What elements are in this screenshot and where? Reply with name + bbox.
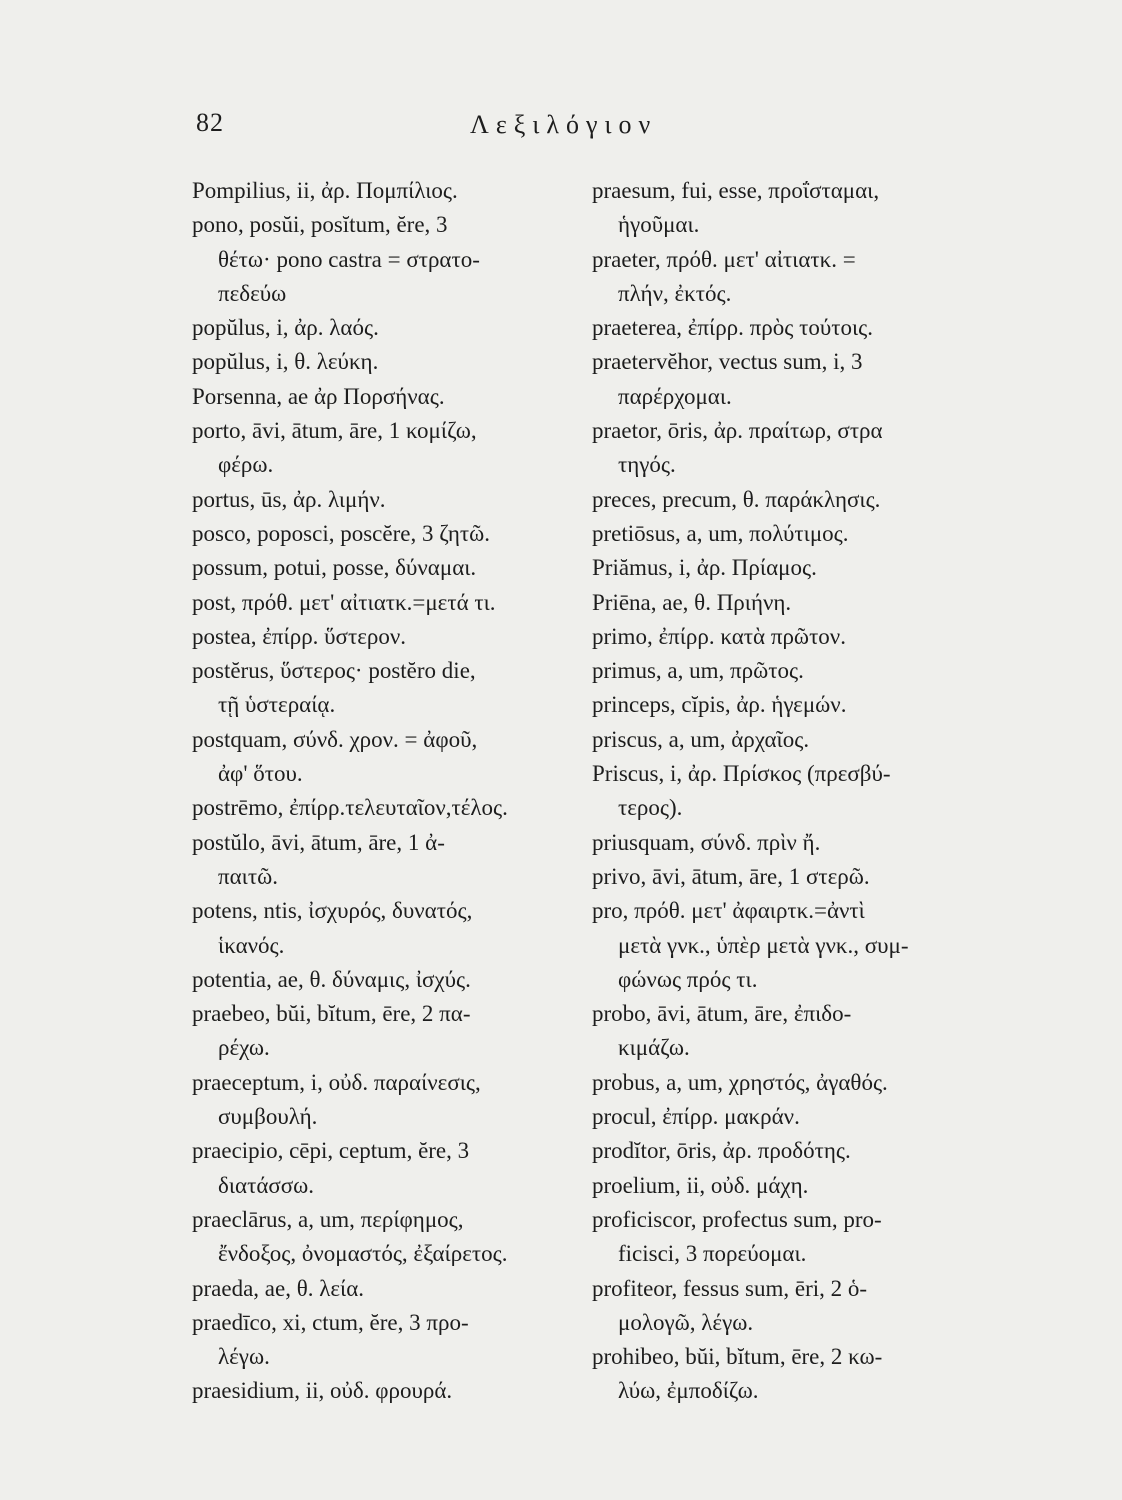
entry-headline: priscus, a, um, ἀρχαῖος. [592, 726, 810, 752]
dictionary-entry [592, 860, 1002, 894]
entry-continuation: θέτω· pono castra = στρατο- [218, 246, 480, 272]
dictionary-entry [592, 654, 1002, 688]
entry-headline: praeterea, ἐπίρρ. πρὸς τούτοις. [592, 315, 874, 341]
dictionary-entry [592, 1066, 1002, 1100]
dictionary-entry [592, 243, 1002, 312]
dictionary-entry [192, 1134, 572, 1203]
entry-headline: praebeo, bŭi, bĭtum, ēre, 2 πα- [192, 1001, 471, 1027]
entry-headline: princeps, cĭpis, ἀρ. ἡγεμών. [592, 692, 847, 718]
dictionary-entry [192, 997, 572, 1066]
dictionary-entry [192, 620, 572, 654]
entry-headline: primus, a, um, πρῶτος. [592, 658, 804, 684]
dictionary-entry [592, 1100, 1002, 1134]
entry-headline: praesum, fui, esse, προΐσταμαι, [592, 178, 880, 203]
entry-continuation: ἡγοῦμαι. [618, 212, 700, 238]
dictionary-entry [592, 757, 1002, 826]
entry-headline: popŭlus, i, ἀρ. λαός. [192, 315, 379, 341]
entry-continuation: λέγω. [218, 1344, 270, 1370]
entry-continuation: διατάσσω. [218, 1172, 315, 1198]
dictionary-entry [592, 1203, 1002, 1272]
dictionary-entry [192, 345, 572, 379]
dictionary-entry [592, 345, 1002, 414]
dictionary-entry [192, 517, 572, 551]
entry-headline: post, πρόθ. μετ' αἰτιατκ.=μετά τι. [192, 589, 496, 615]
dictionary-entry [592, 311, 1002, 345]
entry-headline: postĕrus, ὕστερος· postĕro die, [192, 658, 476, 684]
entry-headline: pretiōsus, a, um, πολύτιμος. [592, 520, 849, 546]
dictionary-entry [592, 551, 1002, 585]
entry-headline: profiteor, fessus sum, ēri, 2 ὁ- [592, 1275, 868, 1301]
entry-headline: postea, ἐπίρρ. ὕστερον. [192, 623, 406, 649]
entry-continuation: μετὰ γνκ., ὑπὲρ μετὰ γνκ., συμ- [618, 932, 909, 958]
entry-continuation: κιμάζω. [618, 1035, 690, 1061]
entry-headline: praecipio, cēpi, ceptum, ĕre, 3 [192, 1138, 470, 1164]
running-head: Λεξιλόγιον [470, 110, 658, 139]
dictionary-entry [592, 414, 1002, 483]
entry-headline: praeda, ae, θ. λεία. [192, 1275, 365, 1301]
entry-headline: proficiscor, profectus sum, pro- [592, 1206, 882, 1232]
entry-continuation: φώνως πρός τι. [618, 966, 758, 992]
dictionary-entry [192, 174, 572, 208]
entry-continuation: τῇ ὑστεραίᾳ. [218, 692, 336, 718]
entry-headline: Pompilius, ii, ἀρ. Πομπίλιος. [192, 178, 458, 203]
dictionary-entry [192, 963, 572, 997]
entry-headline: potentia, ae, θ. δύναμις, ἰσχύς. [192, 966, 471, 992]
entry-continuation: συμβουλή. [218, 1104, 318, 1130]
right-column [592, 174, 1002, 1409]
entry-continuation: ρέχω. [218, 1035, 270, 1061]
entry-headline: Porsenna, ae ἀρ Πορσήνας. [192, 383, 445, 409]
entry-headline: portus, ūs, ἀρ. λιμήν. [192, 486, 386, 512]
dictionary-entry [592, 1169, 1002, 1203]
dictionary-entry [592, 723, 1002, 757]
entry-headline: probus, a, um, χρηστός, ἀγαθός. [592, 1069, 888, 1095]
entry-headline: preces, precum, θ. παράκλησις. [592, 486, 881, 512]
dictionary-entry [592, 1340, 1002, 1409]
dictionary-entry [192, 414, 572, 483]
entry-headline: procul, ἐπίρρ. μακράν. [592, 1104, 800, 1130]
entry-headline: praetervĕhor, vectus sum, i, 3 [592, 349, 863, 375]
entry-headline: praetor, ōris, ἀρ. πραίτωρ, στρα [592, 418, 883, 444]
entry-continuation: τερος). [618, 795, 683, 821]
entry-headline: postquam, σύνδ. χρον. = ἀφοῦ, [192, 726, 478, 752]
dictionary-entry [592, 894, 1002, 997]
entry-continuation: παιτῶ. [218, 863, 278, 889]
left-column [192, 174, 572, 1409]
entry-headline: potens, ntis, ἰσχυρός, δυνατός, [192, 898, 473, 924]
dictionary-entry [192, 551, 572, 585]
entry-headline: praedīco, xi, ctum, ĕre, 3 προ- [192, 1309, 469, 1335]
entry-headline: Priscus, i, ἀρ. Πρίσκος (πρεσβύ- [592, 761, 891, 787]
dictionary-entry [592, 688, 1002, 722]
dictionary-entry [192, 791, 572, 825]
entry-continuation: μολογῶ, λέγω. [618, 1309, 754, 1335]
entry-headline: pro, πρόθ. μετ' ἀφαιρτκ.=ἀντὶ [592, 898, 865, 924]
entry-headline: praeter, πρόθ. μετ' αἰτιατκ. = [592, 246, 856, 272]
dictionary-entry [592, 997, 1002, 1066]
entry-continuation: ἀφ' ὅτου. [218, 761, 303, 787]
entry-headline: prohibeo, bŭi, bĭtum, ēre, 2 κω- [592, 1344, 883, 1370]
entry-headline: posco, poposci, poscĕre, 3 ζητῶ. [192, 520, 490, 546]
entry-continuation: πλήν, ἐκτός. [618, 280, 732, 306]
entry-headline: postŭlo, āvi, ātum, āre, 1 ἀ- [192, 829, 445, 855]
entry-continuation: λύω, ἐμποδίζω. [618, 1378, 759, 1404]
entry-continuation: ἔνδοξος, ὀνομαστός, ἐξαίρετος. [218, 1241, 508, 1267]
entry-continuation: ἱκανός. [218, 932, 285, 958]
dictionary-entry [192, 1066, 572, 1135]
page-number: 82 [196, 108, 224, 137]
dictionary-entry [592, 483, 1002, 517]
dictionary-entry [592, 1272, 1002, 1341]
dictionary-entry [192, 1203, 572, 1272]
dictionary-entry [592, 826, 1002, 860]
entry-headline: postrēmo, ἐπίρρ.τελευταῖον,τέλος. [192, 795, 508, 821]
entry-headline: prodĭtor, ōris, ἀρ. προδότης. [592, 1138, 851, 1164]
entry-continuation: ficisci, 3 πορεύομαι. [618, 1241, 807, 1267]
entry-headline: primo, ἐπίρρ. κατὰ πρῶτον. [592, 623, 846, 649]
dictionary-entry [592, 620, 1002, 654]
entry-headline: pono, posŭi, posĭtum, ĕre, 3 [192, 212, 448, 238]
dictionary-entry [192, 311, 572, 345]
entry-continuation: πεδεύω [218, 280, 287, 306]
dictionary-entry [192, 1306, 572, 1375]
entry-continuation: τηγός. [618, 452, 676, 478]
entry-headline: Priēna, ae, θ. Πριήνη. [592, 589, 792, 615]
entry-headline: proelium, ii, οὐδ. μάχη. [592, 1172, 809, 1198]
dictionary-entry [592, 174, 1002, 243]
entry-headline: praesidium, ii, οὐδ. φρουρά. [192, 1378, 453, 1404]
dictionary-entry [592, 1134, 1002, 1168]
entry-continuation: παρέρχομαι. [618, 383, 732, 409]
entry-headline: porto, āvi, ātum, āre, 1 κομίζω, [192, 418, 477, 444]
entry-headline: praeclārus, a, um, περίφημος, [192, 1206, 464, 1232]
entry-headline: privo, āvi, ātum, āre, 1 στερῶ. [592, 863, 870, 889]
dictionary-entry [192, 208, 572, 311]
dictionary-entry [592, 517, 1002, 551]
entry-headline: priusquam, σύνδ. πρὶν ἤ. [592, 829, 821, 855]
dictionary-entry [192, 483, 572, 517]
dictionary-entry [192, 380, 572, 414]
dictionary-entry [192, 723, 572, 792]
dictionary-entry [192, 826, 572, 895]
dictionary-entry [592, 586, 1002, 620]
entry-headline: probo, āvi, ātum, āre, ἐπιδο- [592, 1001, 852, 1027]
entry-headline: praeceptum, i, οὐδ. παραίνεσις, [192, 1069, 481, 1095]
entry-headline: popŭlus, i, θ. λεύκη. [192, 349, 379, 375]
dictionary-entry [192, 586, 572, 620]
dictionary-entry [192, 894, 572, 963]
dictionary-entry [192, 654, 572, 723]
dictionary-entry [192, 1374, 572, 1408]
entry-headline: possum, potui, posse, δύναμαι. [192, 555, 477, 581]
entry-continuation: φέρω. [218, 452, 274, 478]
dictionary-entry [192, 1272, 572, 1306]
entry-headline: Priămus, i, ἀρ. Πρίαμος. [592, 555, 817, 581]
